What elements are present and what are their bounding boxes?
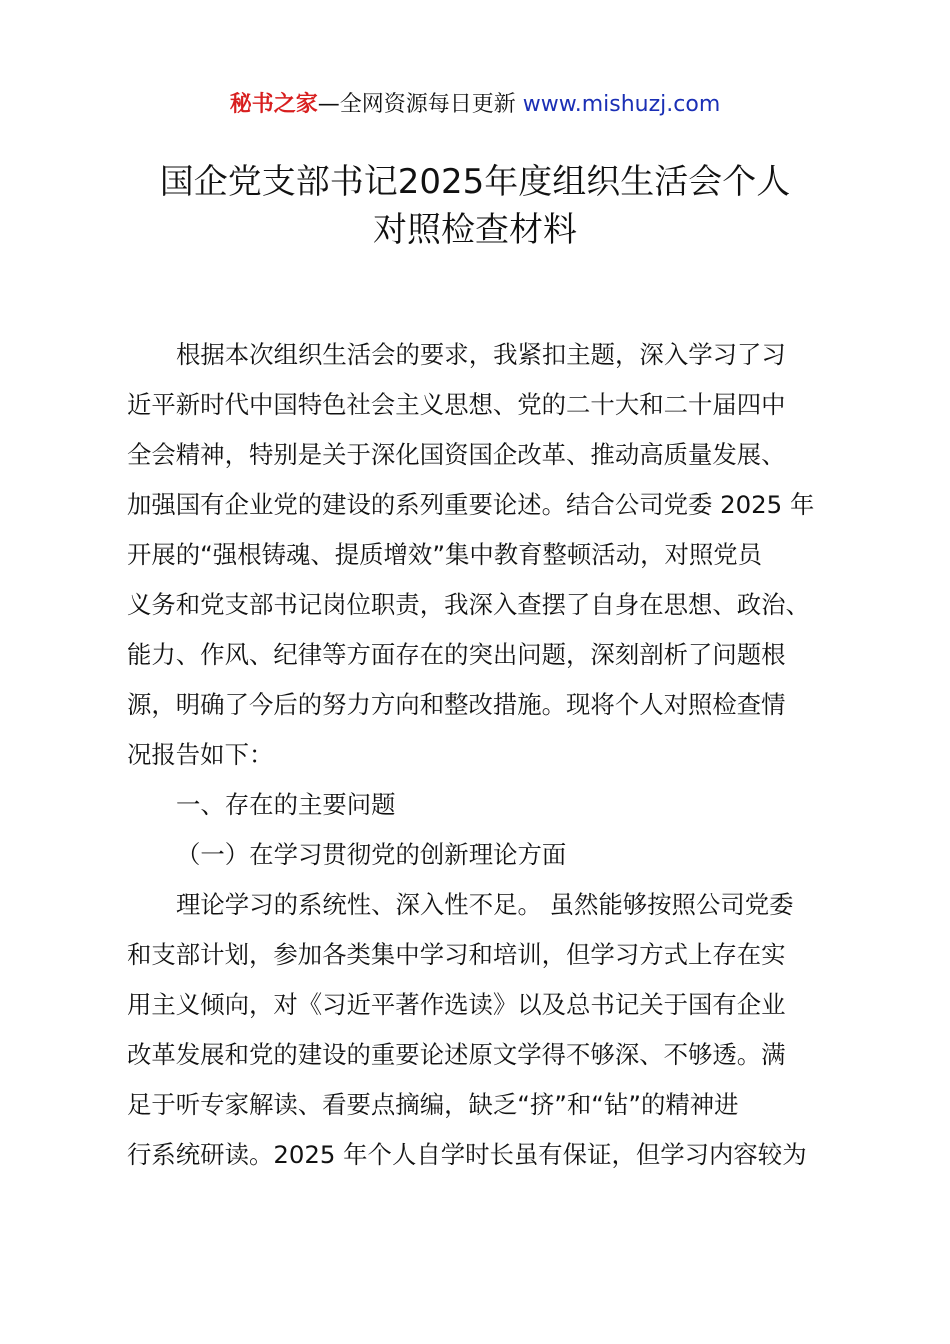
body-line: 用主义倾向，对《习近平著作选读》以及总书记关于国有企业 xyxy=(127,990,786,1019)
body-line: 理论学习的系统性、深入性不足。 虽然能够按照公司党委 xyxy=(176,890,794,919)
body-line: 和支部计划，参加各类集中学习和培训，但学习方式上存在实 xyxy=(127,940,786,969)
header-slogan: —全网资源每日更新 xyxy=(317,92,516,117)
body-line: 改革发展和党的建设的重要论述原文学得不够深、不够透。满 xyxy=(127,1040,786,1069)
site-url[interactable]: www.mishuzj.com xyxy=(522,92,721,117)
section-heading: 一、存在的主要问题 xyxy=(176,790,396,819)
body-line: 近平新时代中国特色社会主义思想、党的二十大和二十届四中 xyxy=(127,390,786,419)
document-body xyxy=(127,330,837,1180)
subsection-heading: （一）在学习贯彻党的创新理论方面 xyxy=(176,840,567,869)
title-line-2: 对照检查材料 xyxy=(373,210,577,250)
site-header xyxy=(0,88,950,122)
document-title xyxy=(100,158,850,254)
body-line: 能力、作风、纪律等方面存在的突出问题，深刻剖析了问题根 xyxy=(127,640,786,669)
body-line: 义务和党支部书记岗位职责，我深入查摆了自身在思想、政治、 xyxy=(127,590,810,619)
body-line: 加强国有企业党的建设的系列重要论述。结合公司党委 2025 年 xyxy=(127,490,815,519)
body-line: 足于听专家解读、看要点摘编，缺乏“挤”和“钻”的精神进 xyxy=(127,1090,739,1119)
body-line: 全会精神，特别是关于深化国资国企改革、推动高质量发展、 xyxy=(127,440,786,469)
body-line: 开展的“强根铸魂、提质增效”集中教育整顿活动，对照党员 xyxy=(127,540,763,569)
body-line: 源，明确了今后的努力方向和整改措施。现将个人对照检查情 xyxy=(127,690,786,719)
body-line: 行系统研读。2025 年个人自学时长虽有保证，但学习内容较为 xyxy=(127,1140,807,1169)
brand-name: 秘书之家 xyxy=(229,92,318,117)
body-line: 根据本次组织生活会的要求，我紧扣主题，深入学习了习 xyxy=(176,340,786,369)
body-line: 况报告如下： xyxy=(127,740,274,769)
title-line-1: 国企党支部书记2025年度组织生活会个人 xyxy=(159,162,791,202)
